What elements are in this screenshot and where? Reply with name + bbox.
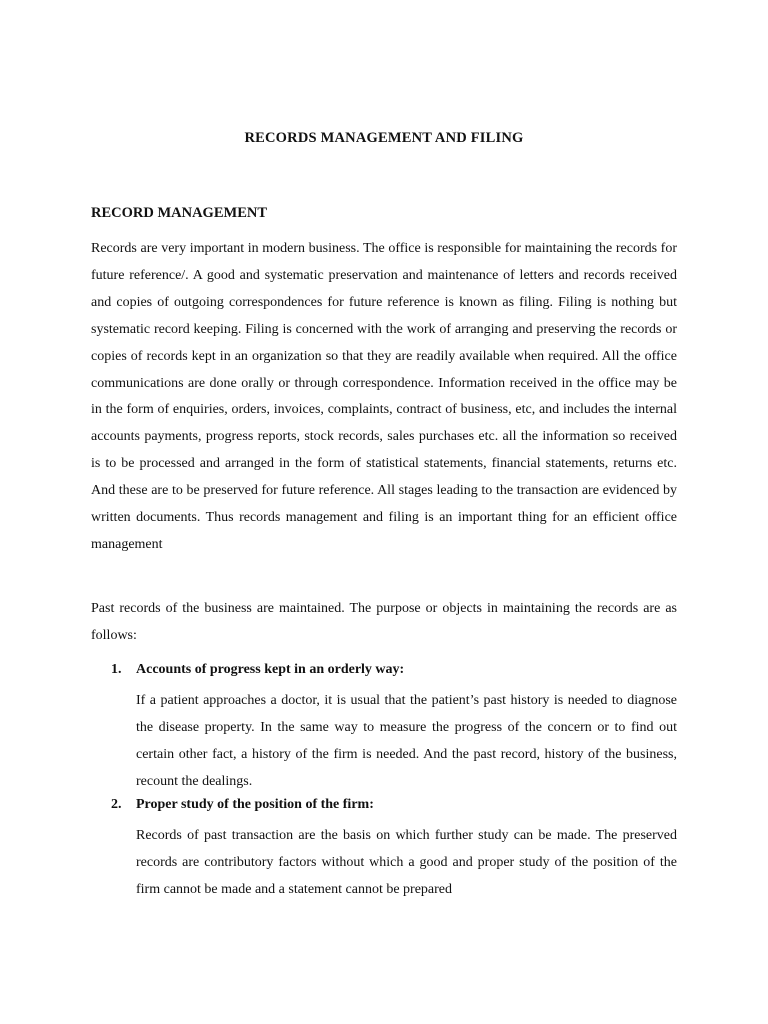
document-title: RECORDS MANAGEMENT AND FILING <box>244 130 524 146</box>
list-item-body: If a patient approaches a doctor, it is usual that the patient’s past history is needed to diagnose the disease property. In the same way to measure the progress of the concern or to find out certain other fact, a history of the firm is needed. And the past record, history of the business, recount the dealings. <box>136 693 677 789</box>
list-item-number: 2. <box>111 797 122 812</box>
list-item-title: Accounts of progress kept in an orderly way: <box>136 662 405 677</box>
list-item-body: Records of past transaction are the basis on which further study can be made. The preserved records are contributory factors without which a good and proper study of the position of the firm cannot be made and a statement cannot be prepared <box>136 828 677 897</box>
purpose-paragraph: Past records of the business are maintained. The purpose or objects in maintaining the records are as follows: <box>91 601 677 643</box>
section-heading: RECORD MANAGEMENT <box>91 205 268 221</box>
list-item-title: Proper study of the position of the firm: <box>136 797 374 812</box>
list-item-number: 1. <box>111 662 122 677</box>
intro-paragraph: Records are very important in modern business. The office is responsible for maintaining the records for future reference/. A good and systematic preservation and maintenance of letters and records received and copies of outgoing correspondences for future reference is known as filing. Filing is nothing but systematic record keeping. Filing is concerned with the work of arranging and preserving the records or copies of records kept in an organization so that they are readily available when required. All the office communications are done orally or through correspondence. Information received in the office may be in the form of enquiries, orders, invoices, complaints, contract of business, etc, and includes the internal accounts payments, progress reports, stock records, sales purchases etc. all the information so received is to be processed and arranged in the form of statistical statements, financial statements, returns etc. And these are to be preserved for future reference. All stages leading to the transaction are evidenced by written documents. Thus records management and filing is an important thing for an efficient office management <box>91 241 677 552</box>
